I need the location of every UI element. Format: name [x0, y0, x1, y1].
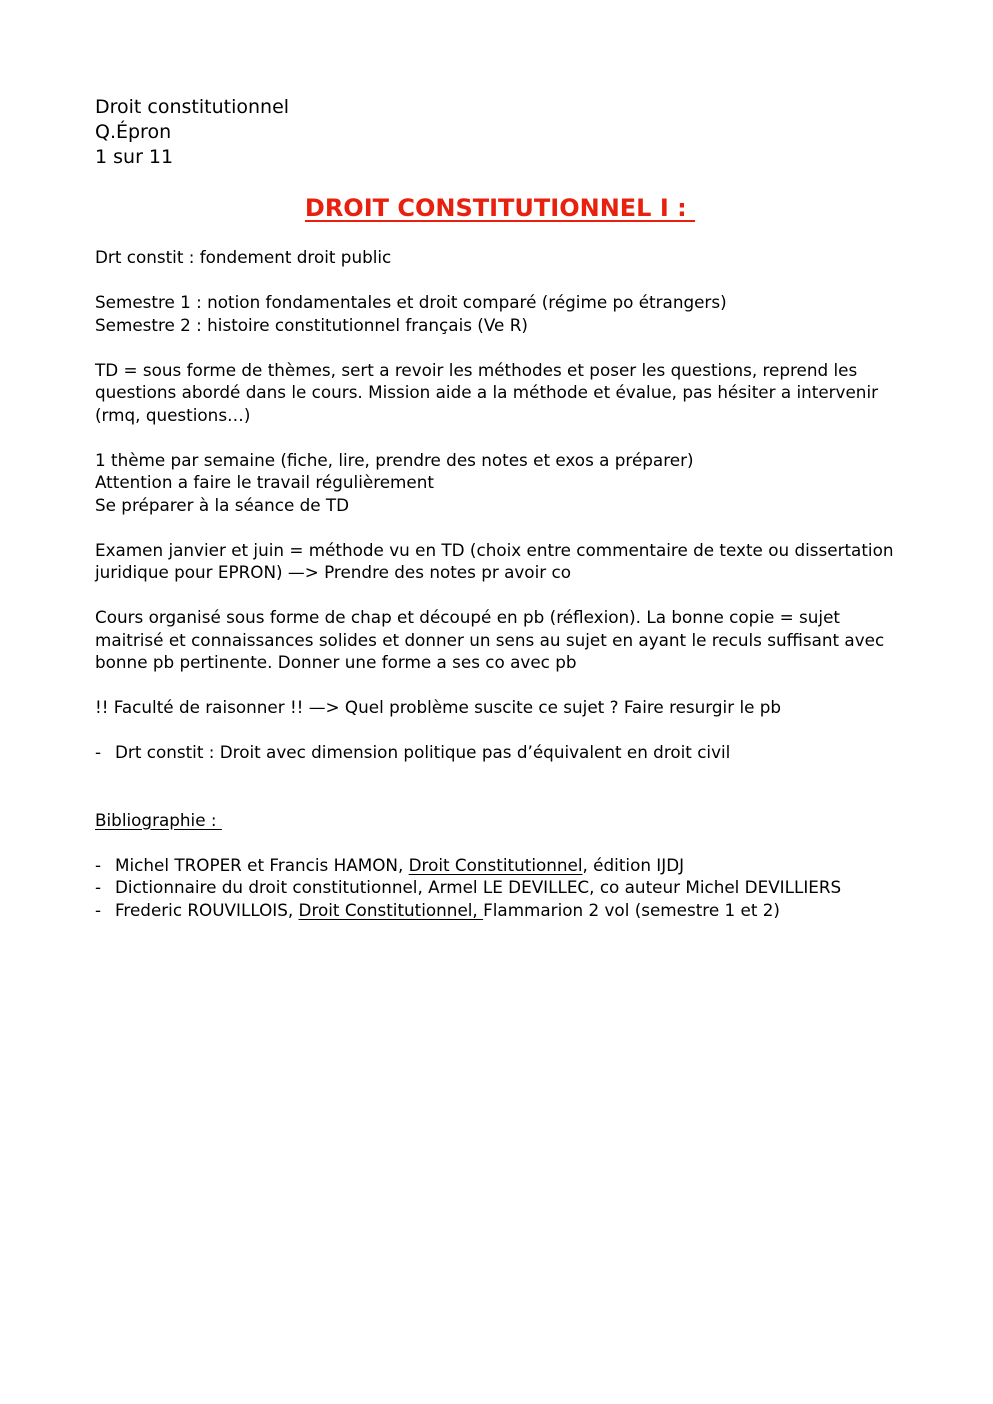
bibliography-item-title: Droit Constitutionnel,	[298, 899, 484, 920]
bullet-dash: -	[95, 877, 102, 897]
header-author: Q.Épron	[95, 121, 172, 143]
bullet-dash: -	[95, 899, 102, 920]
paragraph-semester-2: Semestre 2 : histoire constitutionnel français (Ve R)	[95, 314, 528, 335]
document-body	[95, 246, 895, 921]
paragraph-intro: Drt constit : fondement droit public	[95, 247, 392, 267]
paragraph-attention: Attention a faire le travail régulièrement	[95, 472, 434, 492]
bibliography-item-publisher: Flammarion 2 vol (semestre 1 et 2)	[483, 899, 780, 920]
bibliography-item-authors: Michel TROPER et Francis HAMON,	[115, 854, 409, 875]
document-title: DROIT CONSTITUTIONNEL I :	[304, 194, 696, 222]
paragraph-td: TD = sous forme de thèmes, sert a revoir les méthodes et poser les questions, reprend les questions abordé dans le cours. Mission aide a la méthode et évalue, pas hésiter a intervenir (rmq, questions…)	[95, 359, 879, 425]
bibliography-item	[95, 899, 895, 922]
bibliography-item-text: Dictionnaire du droit constitutionnel, Armel LE DEVILLEC, co auteur Michel DEVILLIERS	[115, 877, 842, 897]
bullet-dash: -	[95, 742, 102, 762]
header-page-number: 1 sur 11	[95, 146, 174, 168]
paragraph-course-structure: Cours organisé sous forme de chap et découpé en pb (réflexion). La bonne copie = sujet maitrisé et connaissances solides et donner un sens au sujet en ayant le reculs suffisant avec bonne pb pertinente. Donner une forme a ses co avec pb	[95, 607, 885, 672]
bullet-dash: -	[95, 854, 102, 875]
paragraph-reasoning: !! Faculté de raisonner !! —> Quel problème suscite ce sujet ? Faire resurgir le pb	[95, 697, 782, 717]
bullet-item	[95, 741, 895, 764]
document-header	[95, 95, 289, 170]
paragraph-exam: Examen janvier et juin = méthode vu en TD (choix entre commentaire de texte ou dissertation juridique pour EPRON) —> Prendre des notes pr avoir co	[95, 539, 894, 582]
paragraph-semester-1: Semestre 1 : notion fondamentales et droit comparé (régime po étrangers)	[95, 292, 727, 312]
bibliography-item-title: Droit Constitutionnel	[408, 854, 583, 875]
paragraph-theme-week: 1 thème par semaine (fiche, lire, prendre des notes et exos a préparer)	[95, 449, 694, 470]
paragraph-prepare: Se préparer à la séance de TD	[95, 494, 350, 515]
bibliography-item-publisher: , édition IJDJ	[582, 854, 685, 875]
bibliography-item-authors: Frederic ROUVILLOIS,	[115, 899, 299, 920]
bibliography-heading: Bibliographie :	[95, 809, 222, 830]
header-course: Droit constitutionnel	[95, 96, 290, 118]
bullet-text: Drt constit : Droit avec dimension politique pas d’équivalent en droit civil	[115, 742, 731, 762]
bibliography-item	[95, 854, 895, 877]
bibliography-item	[95, 876, 895, 899]
